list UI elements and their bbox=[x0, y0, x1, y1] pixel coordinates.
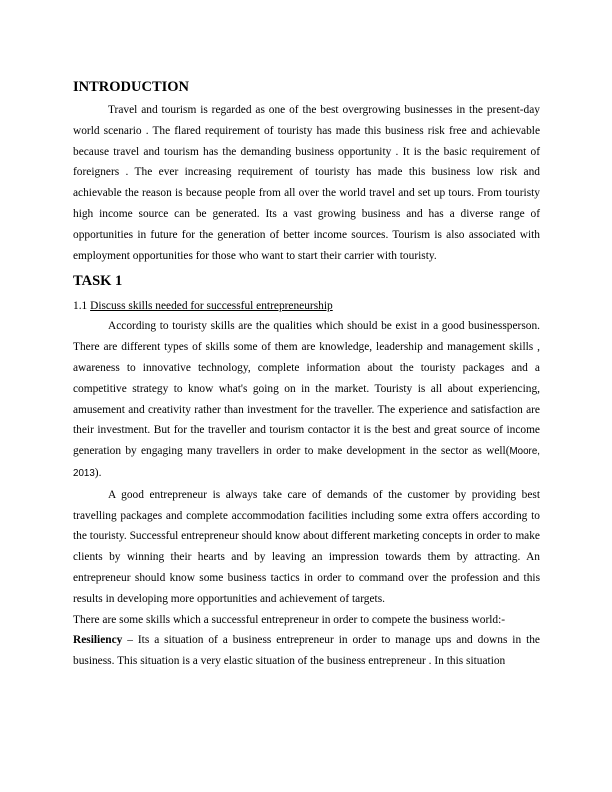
document-page bbox=[73, 78, 540, 672]
task1-heading: TASK 1 bbox=[73, 273, 123, 290]
resiliency-term: Resiliency bbox=[73, 634, 123, 647]
subsection-title-text: Discuss skills needed for successful entrepreneurship bbox=[90, 300, 333, 313]
resiliency-paragraph bbox=[73, 630, 540, 672]
paragraph-1-end: ). bbox=[94, 466, 102, 479]
task1-paragraph-3: There are some skills which a successful entrepreneur in order to compete the business world:- bbox=[73, 613, 506, 626]
introduction-paragraph: Travel and tourism is regarded as one of the best overgrowing businesses in the present-day world scenario . The flared requirement of touristy has made this business risk free and achievable because travel and tourism has the demanding business opportunity . It is the basic requirement of foreigners . The ever increasing requirement of touristy has made this business low risk and achievable the reason is because people from all over the world travel and set up tours. From touristy high income source can be generated. Its a vast growing business and has a diverse range of opportunities in future for the generation of better income sources. Tourism is also associated with employment opportunities for those who want to start their carrier with touristy. bbox=[73, 104, 540, 262]
paragraph-1-text: According to touristy skills are the qualities which should be exist in a good businessperson. There are different types of skills some of them are knowledge, leadership and management skills , awareness to innovative technology, complete information about the touristy packages and a competitive strategy to know what's going on in the market. Touristy is all about experiencing, amusement and creativity rather than investment for the traveller. The experience and satisfaction are their investment. But for the traveller and tourism contactor it is the best and great source of income generation by engaging many travellers in order to make development in the sector as well( bbox=[73, 320, 540, 458]
task1-paragraph-2: A good entrepreneur is always take care of demands of the customer by providing best travelling packages and complete accommodation facilities including some extra offers according to the touristy. Successful entrepreneur should know about different marketing concepts in order to make clients by winning their hearts and by leaving an impression towards them by attracting. An entrepreneur should know some business tactics in order to command over the profession and this results in developing more opportunities and achievement of targets. bbox=[73, 488, 540, 605]
task1-paragraph-1 bbox=[73, 316, 540, 484]
resiliency-text: – Its a situation of a business entrepreneur in order to manage ups and downs in the business. This situation is a very elastic situation of the business entrepreneur . In this situation bbox=[73, 634, 540, 668]
subsection-number: 1.1 bbox=[73, 300, 91, 313]
introduction-heading: INTRODUCTION bbox=[73, 79, 190, 95]
citation: Moore, 2013 bbox=[73, 446, 540, 479]
subsection-title bbox=[73, 296, 540, 316]
